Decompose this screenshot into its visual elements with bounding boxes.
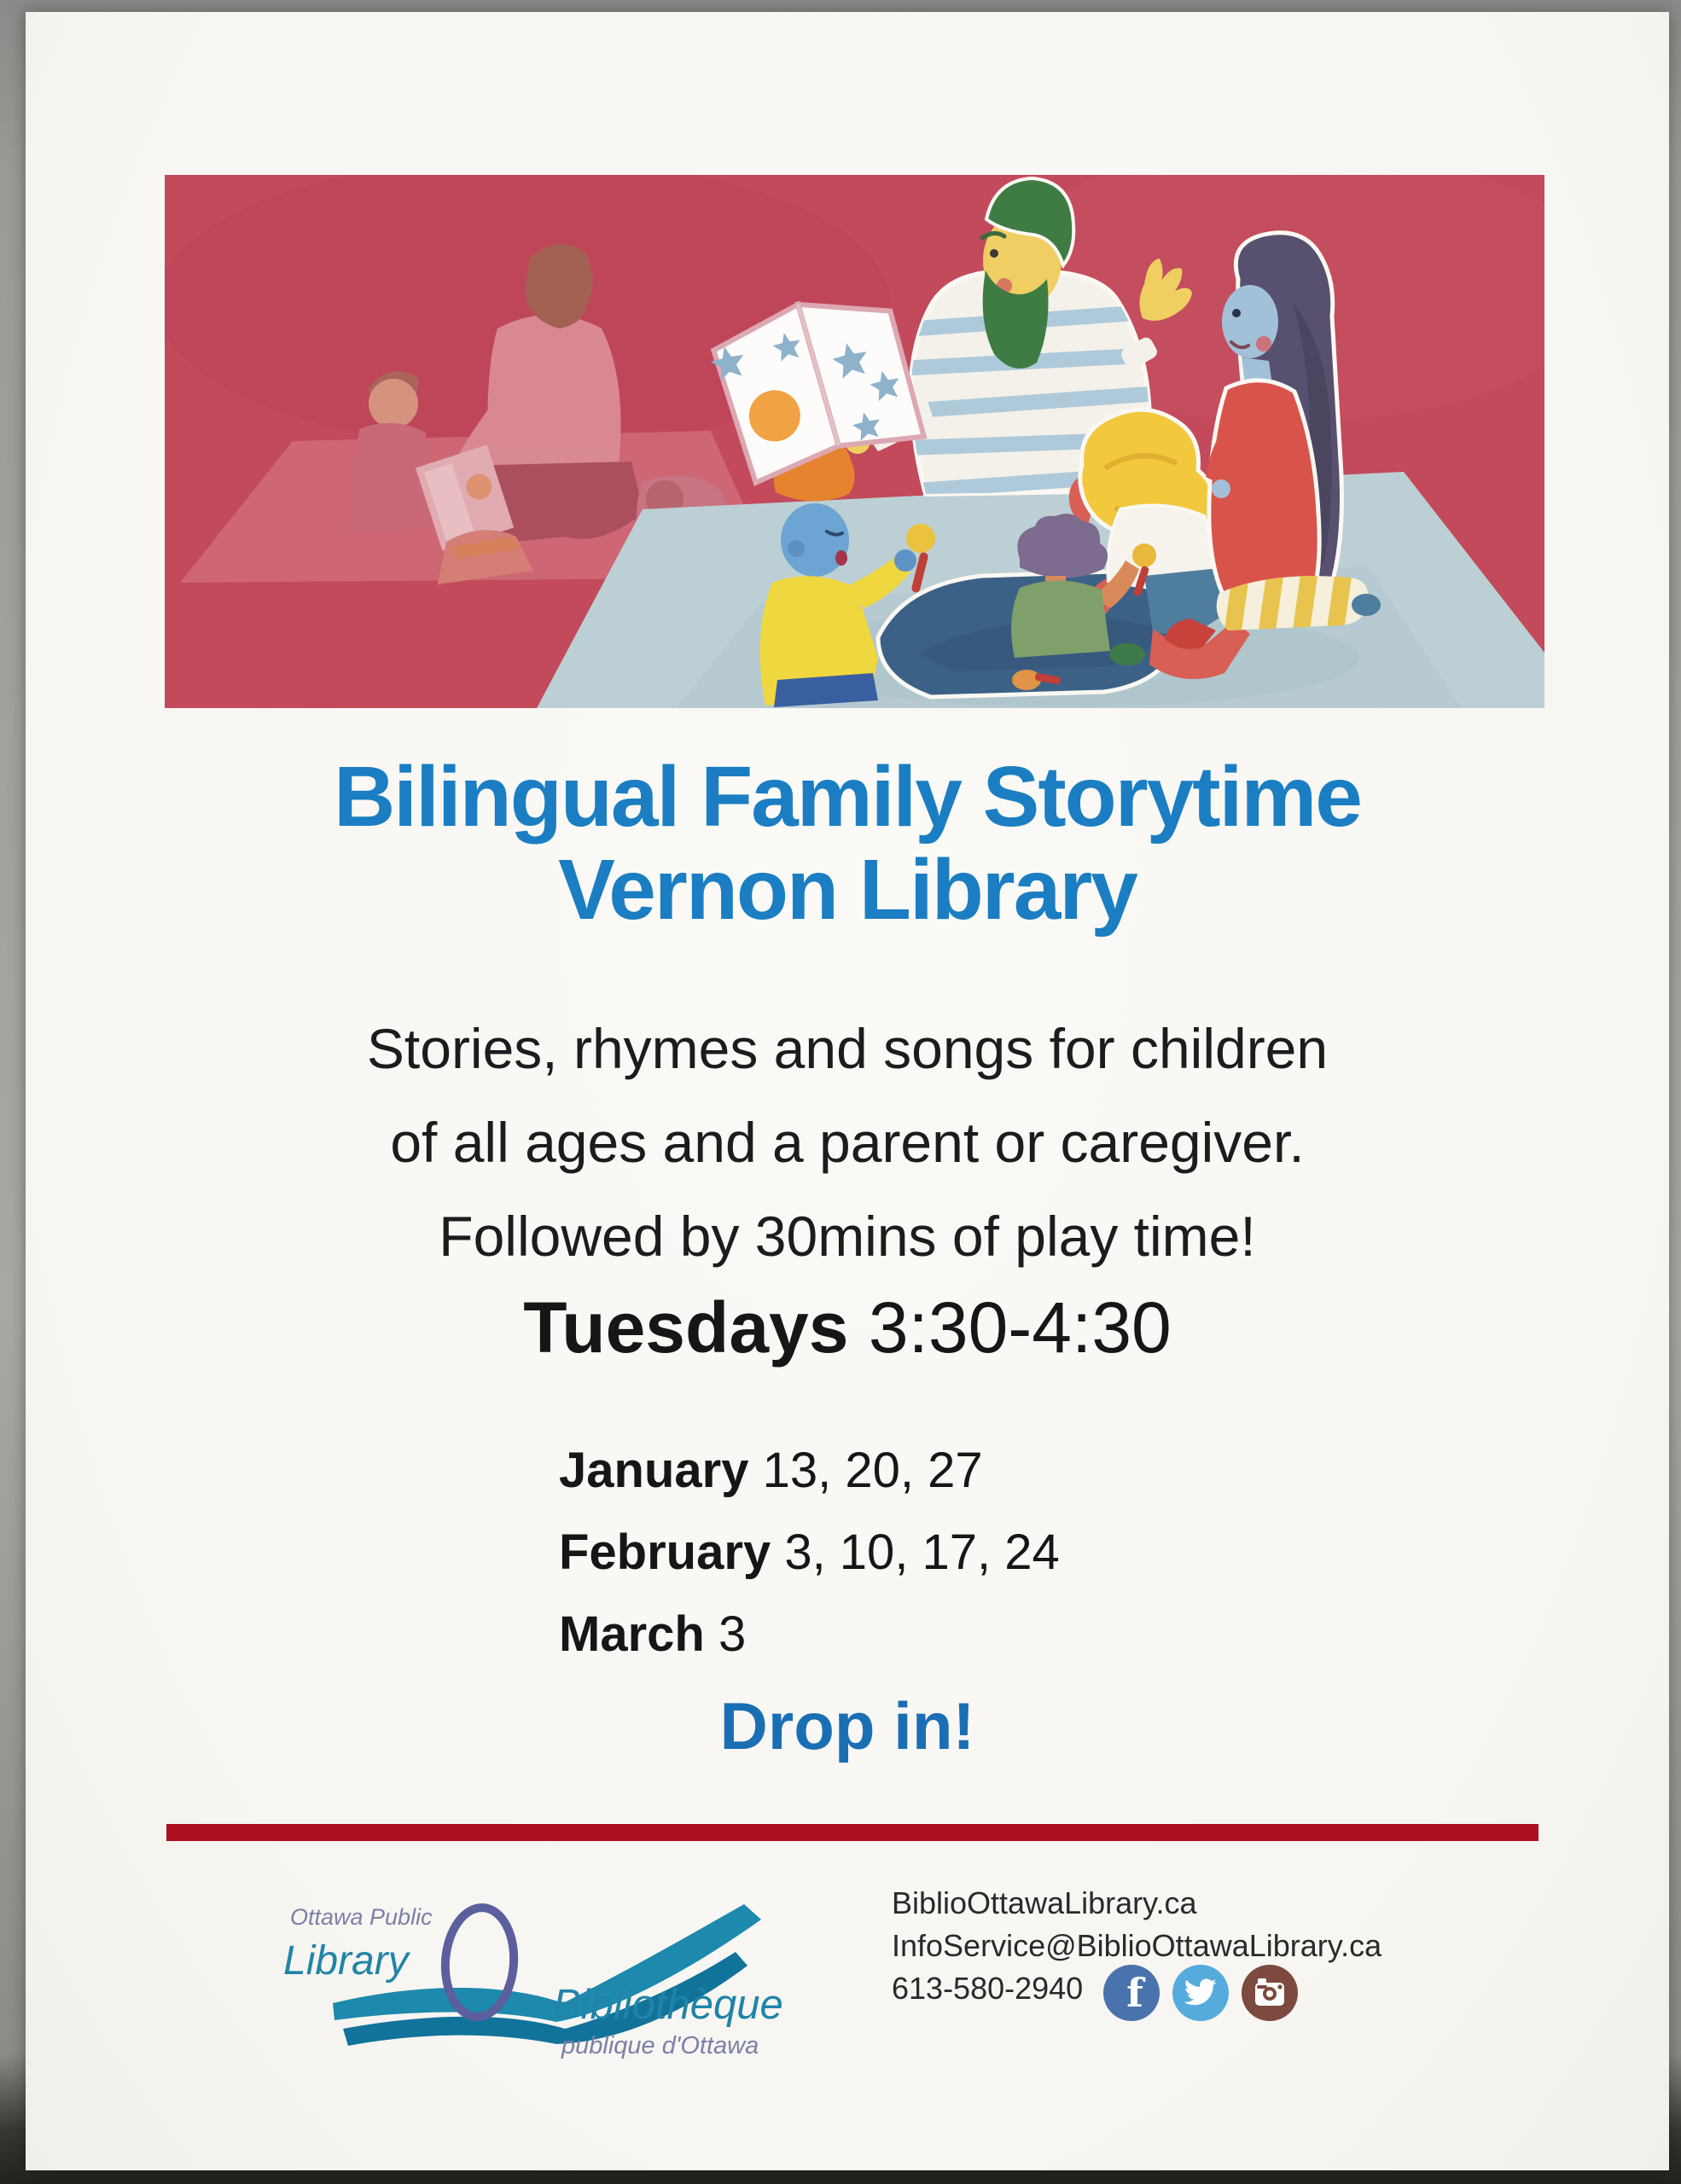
drop-in-text: Drop in! (719, 1688, 975, 1763)
date-days: 3, 10, 17, 24 (771, 1525, 1060, 1580)
storytime-illustration-svg (165, 175, 1544, 708)
email-text: InfoService@BiblioOttawaLibrary.ca (892, 1928, 1382, 1963)
description (26, 1002, 1669, 1283)
dates-list (559, 1430, 1327, 1676)
twitter-icon (1172, 1965, 1229, 2021)
instagram-icon (1242, 1965, 1298, 2021)
schedule-day: Tuesdays (523, 1287, 849, 1368)
social-icons (1103, 1965, 1298, 2021)
storytime-illustration (165, 175, 1544, 708)
description-line-3: Followed by 30mins of play time! (439, 1205, 1256, 1268)
library-logo-svg (282, 1884, 828, 2063)
date-days: 3 (704, 1606, 747, 1662)
library-logo (282, 1884, 828, 2063)
schedule-time: 3:30-4:30 (848, 1287, 1172, 1368)
title-line-2: Vernon Library (558, 842, 1137, 938)
red-divider (166, 1824, 1538, 1841)
date-month: February (559, 1525, 771, 1580)
schedule-line (26, 1285, 1669, 1370)
facebook-icon: f (1103, 1965, 1160, 2021)
date-row (559, 1430, 1327, 1512)
page-title (26, 751, 1669, 937)
date-month: January (559, 1443, 749, 1498)
date-days: 13, 20, 27 (748, 1443, 983, 1498)
description-line-1: Stories, rhymes and songs for children (366, 1017, 1329, 1080)
description-line-2: of all ages and a parent or caregiver. (390, 1111, 1305, 1174)
date-row (559, 1512, 1327, 1594)
date-month: March (559, 1606, 705, 1662)
title-line-1: Bilingual Family Storytime (334, 749, 1361, 845)
logo-text-library: Library (283, 1938, 409, 1984)
phone-text: 613-580-2940 (892, 1971, 1084, 2006)
logo-text-ottawa-public: Ottawa Public (290, 1904, 433, 1930)
logo-text-publique-dottawa: publique d'Ottawa (561, 2032, 759, 2059)
website-text: BiblioOttawaLibrary.ca (892, 1885, 1197, 1920)
date-row (559, 1594, 1327, 1676)
logo-text-bibliotheque: Bibliothèque (553, 1982, 783, 2028)
